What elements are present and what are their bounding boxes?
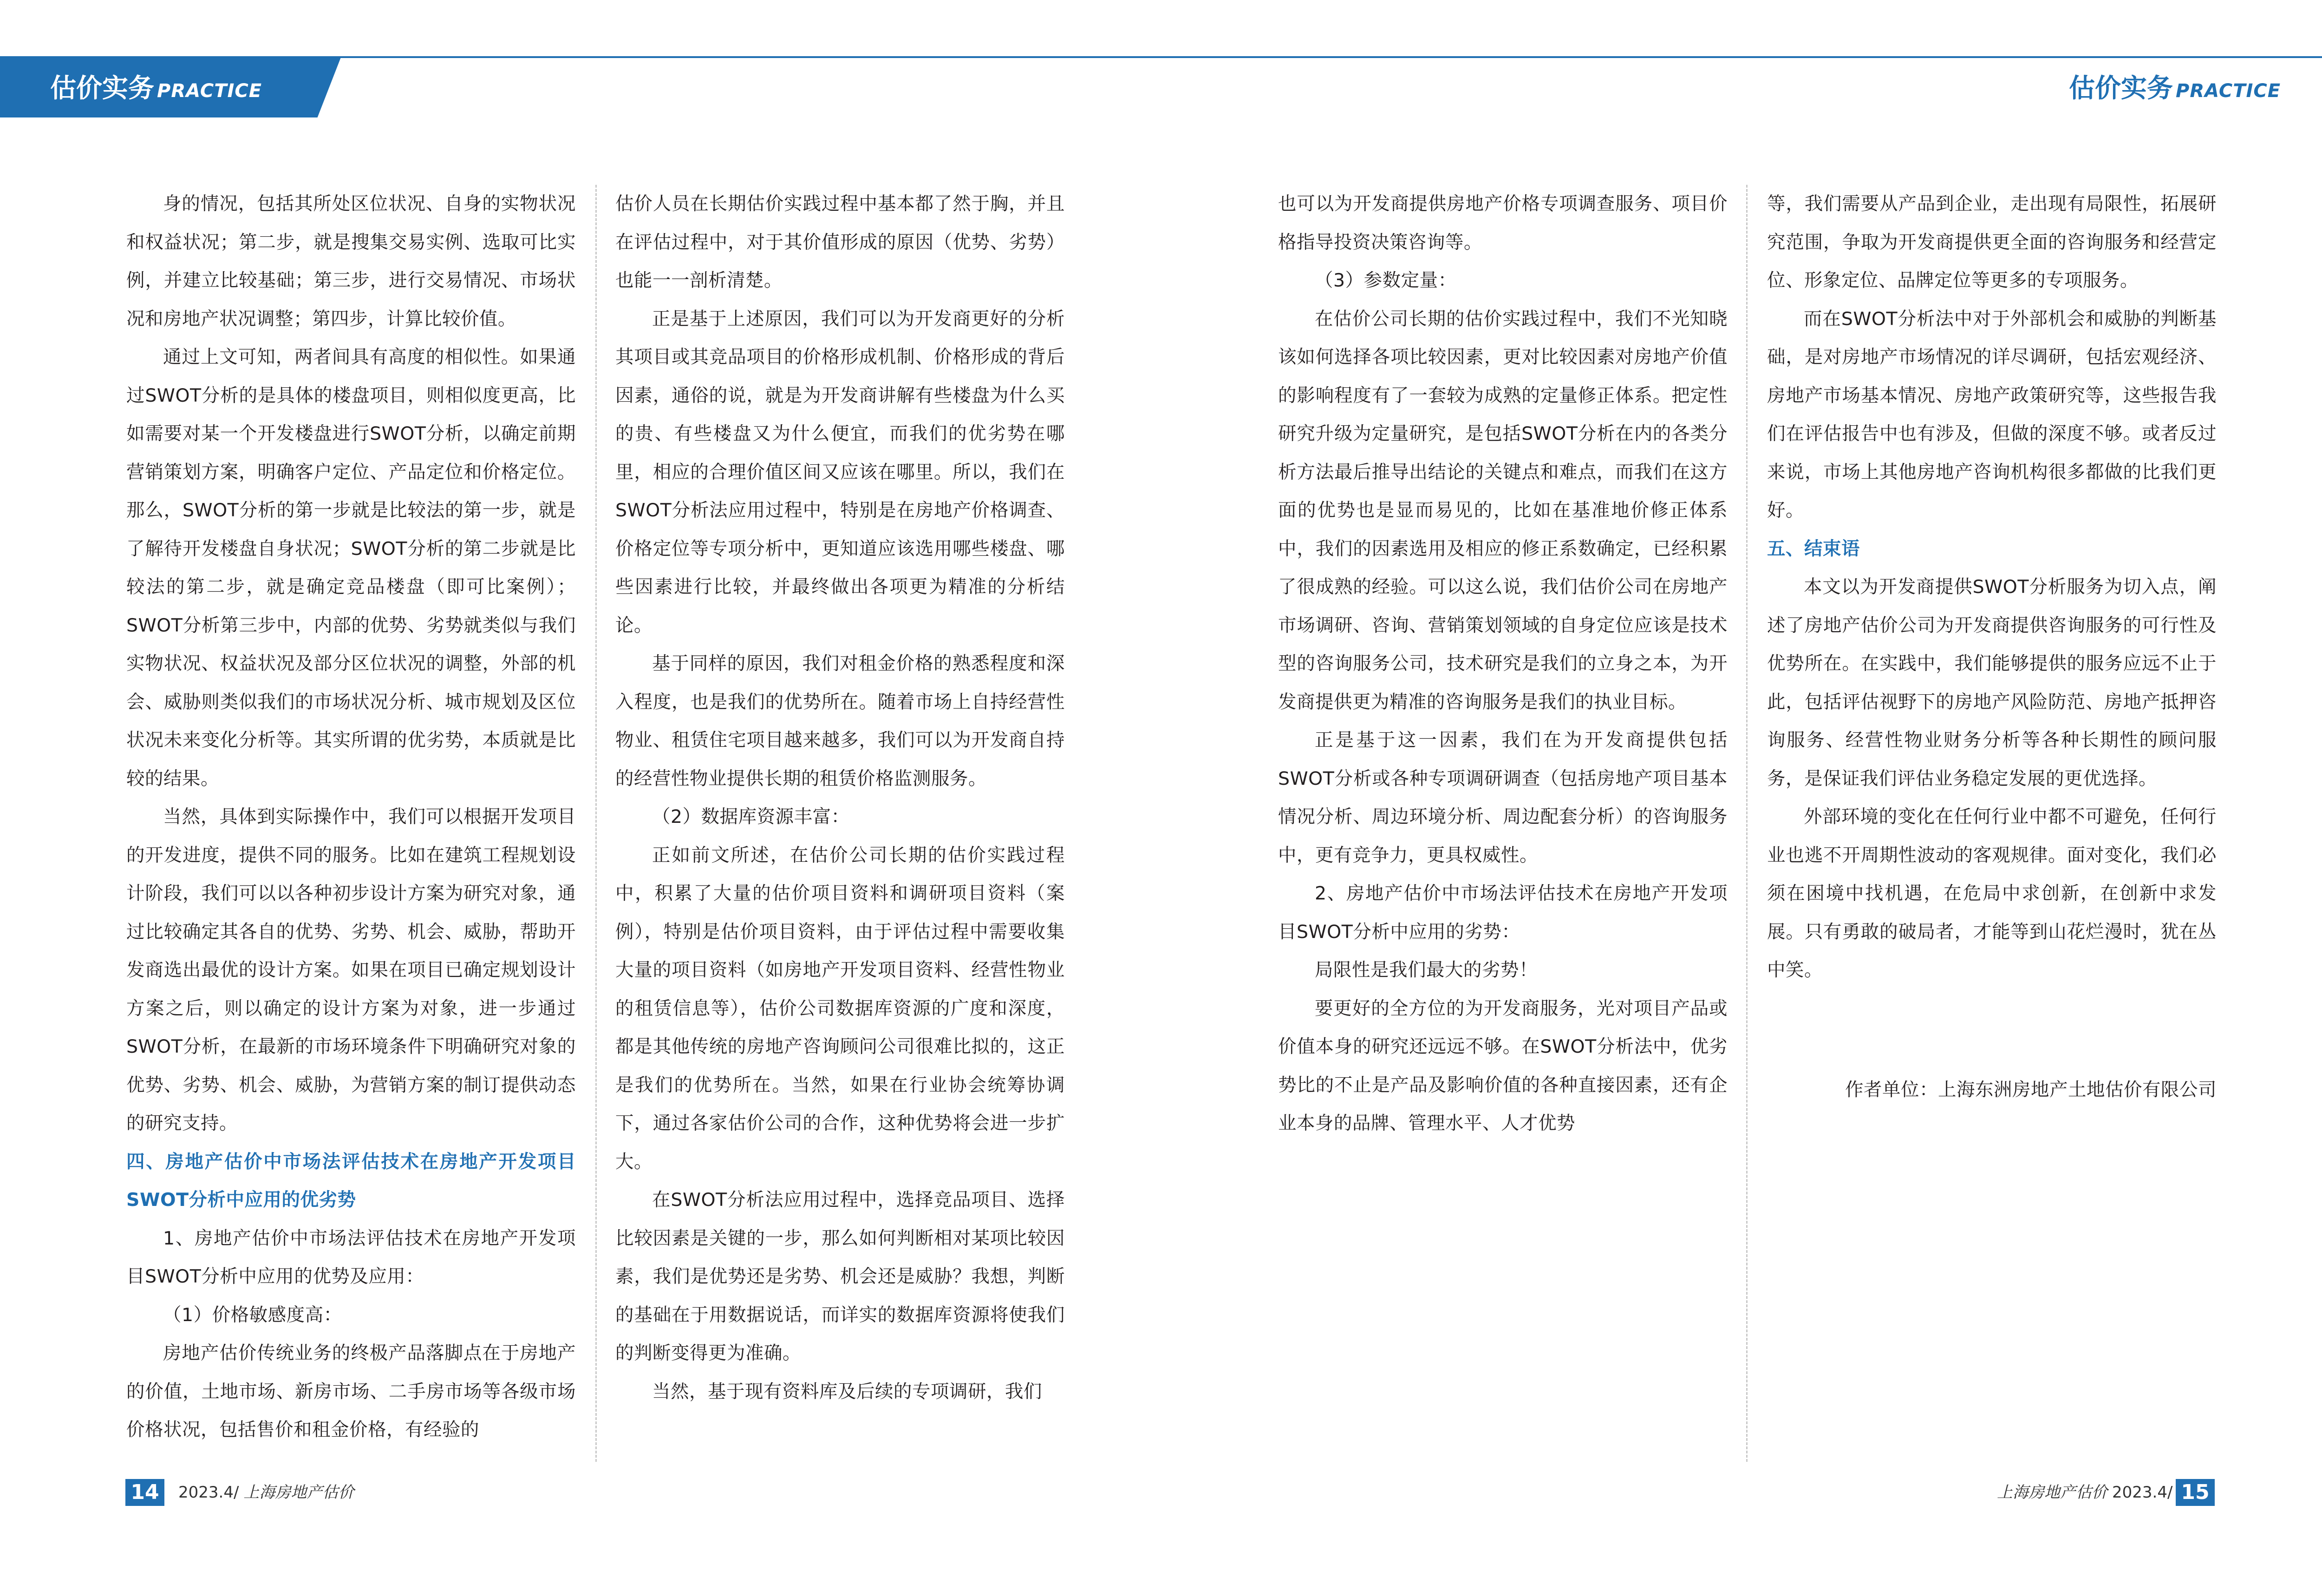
paragraph: 等，我们需要从产品到企业，走出现有局限性，拓展研究范围，争取为开发商提供更全面的咨询服务和经营定位、形象定位、品牌定位等更多的专项服务。 xyxy=(1767,193,2217,291)
issue-label: 2023.4/ xyxy=(178,1483,239,1502)
paragraph: 当然，具体到实际操作中，我们可以根据开发项目的开发进度，提供不同的服务。比如在建筑工程规划设计阶段，我们可以以各种初步设计方案为研究对象，通过比较确定其各自的优势、劣势、机会、威胁，帮助开发商选出最优的设计方案。如果在项目已确定规划设计方案之后，则以确定的设计方案为对象，进一步通过SWOT分析，在最新的市场环境条件下明确研究对象的优势、劣势、机会、威胁，为营销方案的制订提供动态的研究支持。 xyxy=(126,806,576,1134)
section-heading: 五、结束语 xyxy=(1767,538,1860,560)
paragraph: （2）数据库资源丰富： xyxy=(652,806,850,827)
page-number-left: 14 xyxy=(125,1479,164,1506)
paragraph: 正如前文所述，在估价公司长期的估价实践过程中，积累了大量的估价项目资料和调研项目资料（案例），特别是估价项目资料，由于评估过程中需要收集大量的项目资料（如房地产开发项目资料、经营性物业的租赁信息等），估价公司数据库资源的广度和深度，都是其他传统的房地产咨询顾问公司很难比拟的，这正是我们的优势所在。当然，如果在行业协会统筹协调下，通过各家估价公司的合作，这种优势将会进一步扩大。 xyxy=(615,844,1065,1173)
section-title-right xyxy=(2069,72,2281,107)
paragraph: 基于同样的原因，我们对租金价格的熟悉程度和深入程度，也是我们的优势所在。随着市场上自持经营性物业、租赁住宅项目越来越多，我们可以为开发商自持的经营性物业提供长期的租赁价格监测服务。 xyxy=(615,653,1065,789)
text-column-1 xyxy=(126,185,576,1476)
section-title-en: PRACTICE xyxy=(2176,80,2281,102)
paragraph: 外部环境的变化在任何行业中都不可避免，任何行业也逃不开周期性波动的客观规律。面对变化，我们必须在困境中找机遇，在危局中求创新，在创新中求发展。只有勇敢的破局者，才能等到山花烂漫时，犹在丛中笑。 xyxy=(1767,806,2217,981)
text-column-3 xyxy=(1278,185,1728,1476)
paragraph: 而在SWOT分析法中对于外部机会和威胁的判断基础，是对房地产市场情况的详尽调研，包括宏观经济、房地产市场基本情况、房地产政策研究等，这些报告我们在评估报告中也有涉及，但做的深度不够。或者反过来说，市场上其他房地产咨询机构很多都做的比我们更好。 xyxy=(1767,308,2217,521)
journal-name: 上海房地产估价 xyxy=(1997,1483,2107,1502)
section-title-cn: 估价实务 xyxy=(50,73,154,104)
paragraph: 局限性是我们最大的劣势！ xyxy=(1315,959,1538,981)
paragraph: 也可以为开发商提供房地产价格专项调查服务、项目价格指导投资决策咨询等。 xyxy=(1278,193,1728,253)
footer-right-text xyxy=(1997,1479,2172,1506)
paragraph: 要更好的全方位的为开发商服务，光对项目产品或价值本身的研究还远远不够。在SWOT分析法中，优劣势比的不止是产品及影响价值的各种直接因素，还有企业本身的品牌、管理水平、人才优势 xyxy=(1278,997,1728,1134)
paragraph: 房地产估价传统业务的终极产品落脚点在于房地产的价值，土地市场、新房市场、二手房市场等各级市场价格状况，包括售价和租金价格，有经验的 xyxy=(126,1342,576,1440)
journal-name: 上海房地产估价 xyxy=(243,1483,354,1502)
column-divider xyxy=(1746,185,1748,1462)
spacer xyxy=(1767,990,2217,1071)
text-column-2 xyxy=(615,185,1065,1476)
paragraph: 本文以为开发商提供SWOT分析服务为切入点，阐述了房地产估价公司为开发商提供咨询服务的可行性及优势所在。在实践中，我们能够提供的服务应远不止于此，包括评估视野下的房地产风险防范、房地产抵押咨询服务、经营性物业财务分析等各种长期性的顾问服务，是保证我们评估业务稳定发展的更优选择。 xyxy=(1767,576,2217,789)
paragraph: 正是基于上述原因，我们可以为开发商更好的分析其项目或其竞品项目的价格形成机制、价格形成的背后因素，通俗的说，就是为开发商讲解有些楼盘为什么买的贵、有些楼盘又为什么便宜，而我们的优劣势在哪里，相应的合理价值区间又应该在哪里。所以，我们在SWOT分析法应用过程中，特别是在房地产价格调查、价格定位等专项分析中，更知道应该选用哪些楼盘、哪些因素进行比较，并最终做出各项更为精准的分析结论。 xyxy=(615,308,1065,636)
author-affiliation: 作者单位：上海东洲房地产土地估价有限公司 xyxy=(1845,1079,2217,1101)
column-divider xyxy=(595,185,597,1462)
paragraph: 当然，基于现有资料库及后续的专项调研，我们 xyxy=(652,1381,1042,1402)
paragraph: （1）价格敏感度高： xyxy=(163,1304,342,1326)
section-heading: 四、房地产估价中市场法评估技术在房地产开发项目SWOT分析中应用的优劣势 xyxy=(126,1151,576,1211)
page-number-right: 15 xyxy=(2176,1479,2215,1506)
section-title-en: PRACTICE xyxy=(157,80,262,102)
footer-left-text xyxy=(178,1479,354,1506)
paragraph: 在估价公司长期的估价实践过程中，我们不光知晓该如何选择各项比较因素，更对比较因素对房地产价值的影响程度有了一套较为成熟的定量修正体系。把定性研究升级为定量研究，是包括SWOT分析在内的各类分析方法最后推导出结论的关键点和难点，而我们在这方面的优势也是显而易见的，比如在基准地价修正体系中，我们的因素选用及相应的修正系数确定，已经积累了很成熟的经验。可以这么说，我们估价公司在房地产市场调研、咨询、营销策划领域的自身定位应该是技术型的咨询服务公司，技术研究是我们的立身之本，为开发商提供更为精准的咨询服务是我们的执业目标。 xyxy=(1278,308,1728,713)
paragraph: 通过上文可知，两者间具有高度的相似性。如果通过SWOT分析的是具体的楼盘项目，则相似度更高，比如需要对某一个开发楼盘进行SWOT分析，以确定前期营销策划方案，明确客户定位、产品定位和价格定位。那么，SWOT分析的第一步就是比较法的第一步，就是了解待开发楼盘自身状况；SWOT分析的第二步就是比较法的第二步，就是确定竞品楼盘（即可比案例）；SWOT分析第三步中，内部的优势、劣势就类似与我们实物状况、权益状况及部分区位状况的调整，外部的机会、威胁则类似我们的市场状况分析、城市规划及区位状况未来变化分析等。其实所谓的优劣势，本质就是比较的结果。 xyxy=(126,346,576,789)
issue-label: 2023.4/ xyxy=(2112,1483,2173,1502)
paragraph: 估价人员在长期估价实践过程中基本都了然于胸，并且在评估过程中，对于其价值形成的原因（优势、劣势）也能一一剖析清楚。 xyxy=(615,193,1065,291)
paragraph: 正是基于这一因素，我们在为开发商提供包括SWOT分析或各种专项调研调查（包括房地产项目基本情况分析、周边环境分析、周边配套分析）的咨询服务中，更有竞争力，更具权威性。 xyxy=(1278,730,1728,866)
paragraph: （3）参数定量： xyxy=(1315,270,1457,291)
header-rule xyxy=(0,56,2322,58)
paragraph: 1、房地产估价中市场法评估技术在房地产开发项目SWOT分析中应用的优势及应用： xyxy=(126,1227,576,1287)
paragraph: 在SWOT分析法应用过程中，选择竞品项目、选择比较因素是关键的一步，那么如何判断相对某项比较因素，我们是优势还是劣势、机会还是威胁？我想，判断的基础在于用数据说话，而详实的数据库资源将使我们的判断变得更为准确。 xyxy=(615,1189,1065,1364)
text-column-4 xyxy=(1767,185,2217,1476)
paragraph: 2、房地产估价中市场法评估技术在房地产开发项目SWOT分析中应用的劣势： xyxy=(1278,883,1728,943)
section-title-cn: 估价实务 xyxy=(2069,73,2173,104)
section-title-left xyxy=(50,72,262,107)
paragraph: 身的情况，包括其所处区位状况、自身的实物状况和权益状况；第二步，就是搜集交易实例、选取可比实例，并建立比较基础；第三步，进行交易情况、市场状况和房地产状况调整；第四步，计算比较价值。 xyxy=(126,193,576,330)
